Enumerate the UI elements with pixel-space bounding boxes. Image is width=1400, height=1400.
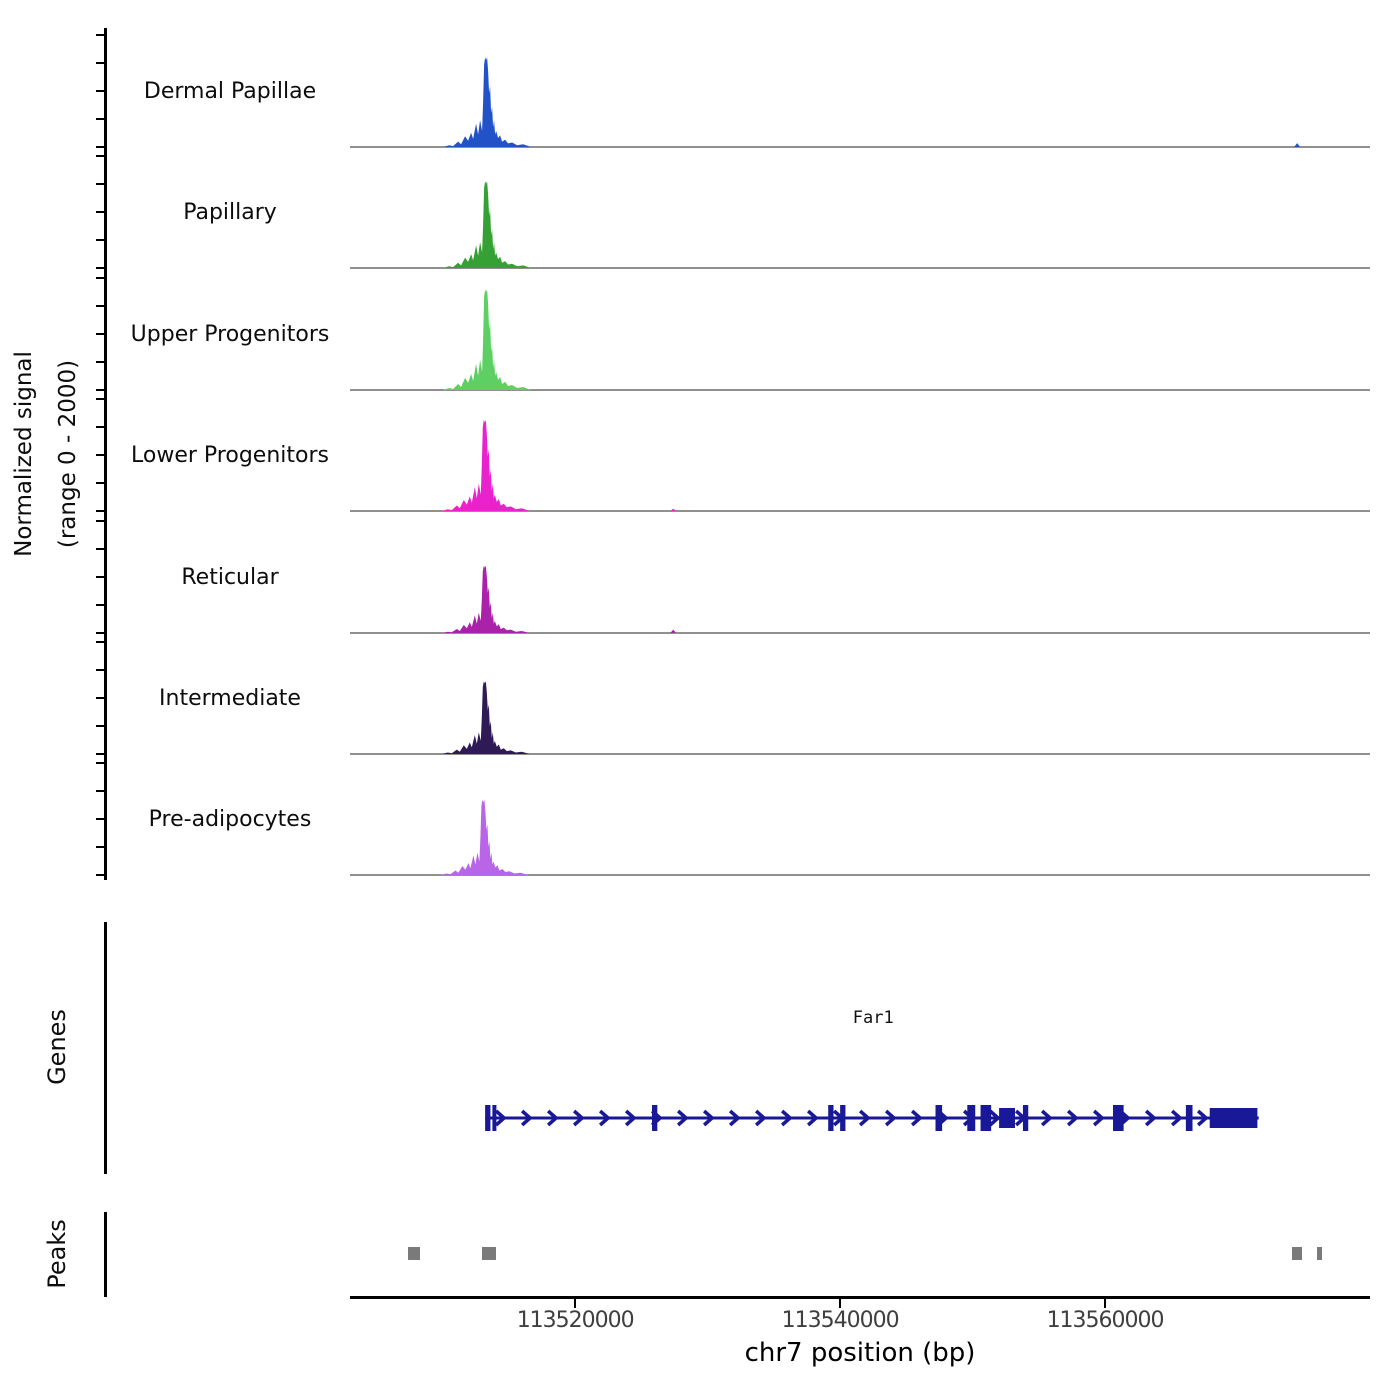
track-label: Lower Progenitors bbox=[131, 443, 329, 469]
y-axis-tick bbox=[96, 725, 106, 727]
y-axis-tick bbox=[96, 118, 106, 120]
track-label: Pre-adipocytes bbox=[148, 807, 312, 833]
y-axis-tick bbox=[96, 183, 106, 185]
genes-axis-spine bbox=[104, 922, 107, 1174]
peaks-axis-spine bbox=[104, 1212, 107, 1297]
y-axis-label-line1: Normalized signal bbox=[11, 351, 37, 557]
y-axis-tick bbox=[96, 389, 106, 391]
signal-track bbox=[350, 156, 1370, 270]
y-axis-tick bbox=[96, 632, 106, 634]
gene-label: Far1 bbox=[852, 1008, 894, 1028]
signal-track bbox=[350, 763, 1370, 877]
y-axis-tick bbox=[96, 846, 106, 848]
x-axis-tick-label: 113520000 bbox=[516, 1308, 634, 1333]
y-axis-tick bbox=[96, 398, 106, 400]
signal-track bbox=[350, 278, 1370, 392]
x-axis-tick-label: 113540000 bbox=[781, 1308, 899, 1333]
y-axis-tick bbox=[96, 762, 106, 764]
y-axis-tick bbox=[96, 239, 106, 241]
x-axis-line bbox=[350, 1296, 1370, 1299]
y-axis-tick bbox=[96, 155, 106, 157]
x-axis-tick bbox=[839, 1299, 841, 1308]
track-label: Reticular bbox=[181, 564, 279, 590]
track-label: Upper Progenitors bbox=[130, 321, 330, 347]
y-axis-tick bbox=[96, 34, 106, 36]
peak-interval bbox=[1317, 1247, 1322, 1260]
x-axis-tick bbox=[574, 1299, 576, 1308]
x-axis-tick-label: 113560000 bbox=[1046, 1308, 1164, 1333]
y-axis-tick bbox=[96, 669, 106, 671]
peak-interval bbox=[482, 1247, 495, 1260]
y-axis-tick bbox=[96, 146, 106, 148]
signal-track bbox=[350, 521, 1370, 635]
y-axis-tick bbox=[96, 62, 106, 64]
y-axis-tick bbox=[96, 482, 106, 484]
y-axis-tick bbox=[96, 426, 106, 428]
y-axis-tick bbox=[96, 361, 106, 363]
peak-interval bbox=[1292, 1247, 1303, 1260]
y-axis-tick bbox=[96, 753, 106, 755]
y-axis-tick bbox=[96, 874, 106, 876]
x-axis-tick bbox=[1104, 1299, 1106, 1308]
track-label: Papillary bbox=[183, 200, 277, 226]
y-axis-tick bbox=[96, 305, 106, 307]
y-axis-tick bbox=[96, 520, 106, 522]
y-axis-label-line2: (range 0 - 2000) bbox=[55, 359, 81, 549]
genes-section-label: Genes bbox=[43, 1009, 71, 1085]
signal-track bbox=[350, 642, 1370, 756]
peak-interval bbox=[408, 1247, 420, 1260]
gene-body bbox=[350, 1098, 1370, 1138]
track-label: Intermediate bbox=[159, 686, 301, 711]
x-axis-title: chr7 position (bp) bbox=[744, 1338, 976, 1368]
peaks-section-label: Peaks bbox=[43, 1219, 71, 1289]
y-axis-tick bbox=[96, 604, 106, 606]
y-axis-tick bbox=[96, 267, 106, 269]
y-axis-tick bbox=[96, 790, 106, 792]
y-axis-tick bbox=[96, 641, 106, 643]
track-label: Dermal Papillae bbox=[143, 79, 317, 104]
y-axis-tick bbox=[96, 510, 106, 512]
y-axis-tick bbox=[96, 548, 106, 550]
y-axis-tick bbox=[96, 277, 106, 279]
signal-track bbox=[350, 399, 1370, 513]
signal-track bbox=[350, 35, 1370, 149]
